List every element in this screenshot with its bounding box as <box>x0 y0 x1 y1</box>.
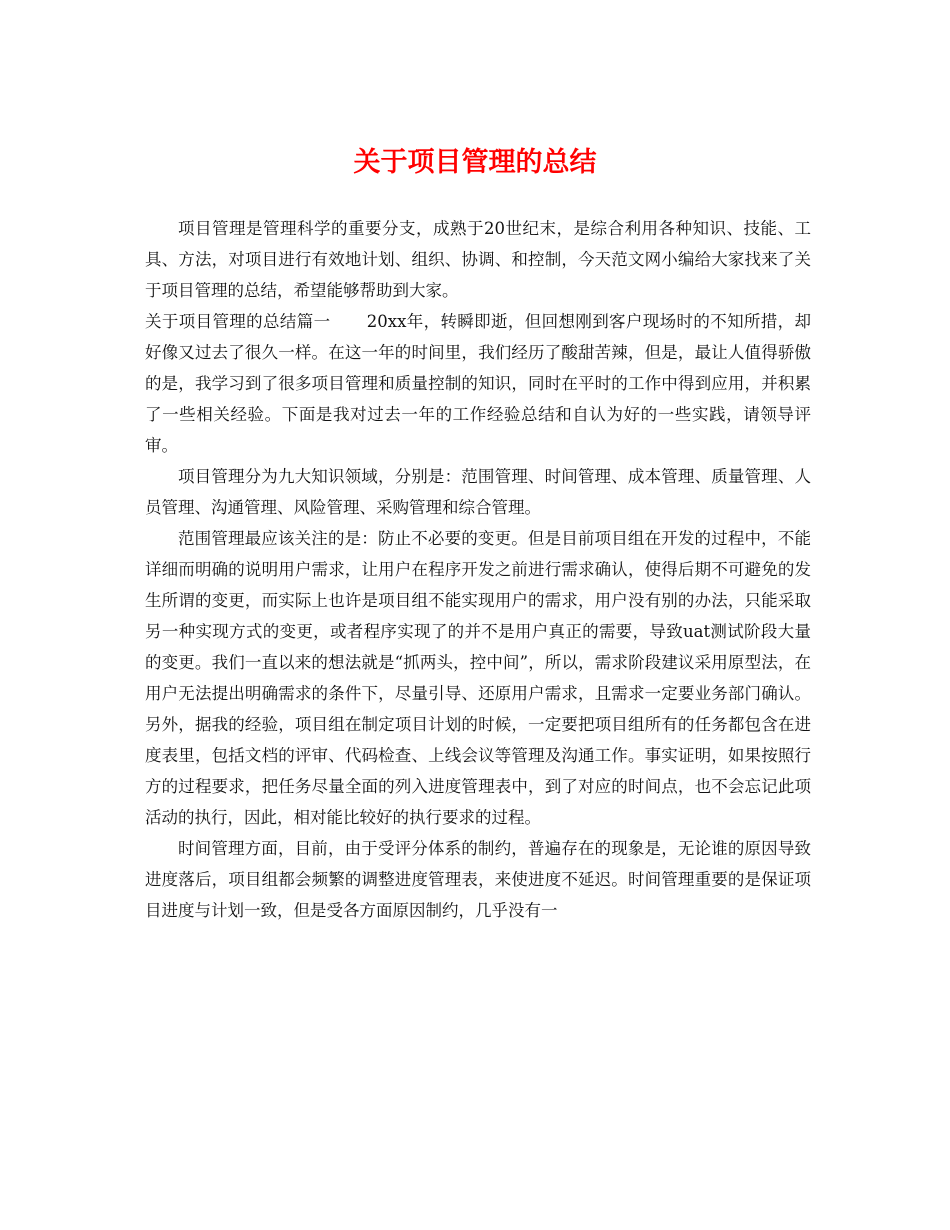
time-management-paragraph: 时间管理方面，目前，由于受评分体系的制约，普遍存在的现象是，无论谁的原因导致进度落后，项目组都会频繁的调整进度管理表，来使进度不延迟。时间管理重要的是保证项目进度与计划一致，但是受各方面原因制约，几乎没有一 <box>145 839 811 920</box>
document-body <box>145 213 811 926</box>
intro-paragraph: 项目管理是管理科学的重要分支，成熟于20世纪末，是综合利用各种知识、技能、工具、方法，对项目进行有效地计划、组织、协调、和控制，今天范文网小编给大家找来了关于项目管理的总结，希望能够帮助到大家。 <box>145 219 811 300</box>
document-title: 关于项目管理的总结 <box>353 147 597 178</box>
knowledge-areas-paragraph: 项目管理分为九大知识领域，分别是：范围管理、时间管理、成本管理、质量管理、人员管理、沟通管理、风险管理、采购管理和综合管理。 <box>145 467 811 517</box>
section-heading: 关于项目管理的总结篇一 <box>145 312 331 331</box>
section-first-paragraph: 20xx年，转瞬即逝，但回想刚到客户现场时的不知所措，却好像又过去了很久一样。在这一年的时间里，我们经历了酸甜苦辣，但是，最让人值得骄傲的是，我学习到了很多项目管理和质量控制的知识，同时在平时的工作中得到应用，并积累了一些相关经验。下面是我对过去一年的工作经验总结和自认为好的一些实践，请领导评审。 <box>145 312 812 455</box>
section-paragraph <box>145 306 811 461</box>
scope-management-paragraph: 范围管理最应该关注的是：防止不必要的变更。但是目前项目组在开发的过程中，不能详细而明确的说明用户需求，让用户在程序开发之前进行需求确认，使得后期不可避免的发生所谓的变更，而实际上也许是项目组不能实现用户的需求，用户没有别的办法，只能采取另一种实现方式的变更，或者程序实现了的并不是用户真正的需要，导致uat测试阶段大量的变更。我们一直以来的想法就是“抓两头，控中间”，所以，需求阶段建议采用原型法，在用户无法提出明确需求的条件下，尽量引导、还原用户需求，且需求一定要业务部门确认。另外，据我的经验，项目组在制定项目计划的时候，一定要把项目组所有的任务都包含在进度表里，包括文档的评审、代码检查、上线会议等管理及沟通工作。事实证明，如果按照行方的过程要求，把任务尽量全面的列入进度管理表中，到了对应的时间点，也不会忘记此项活动的执行，因此，相对能比较好的执行要求的过程。 <box>145 529 811 827</box>
